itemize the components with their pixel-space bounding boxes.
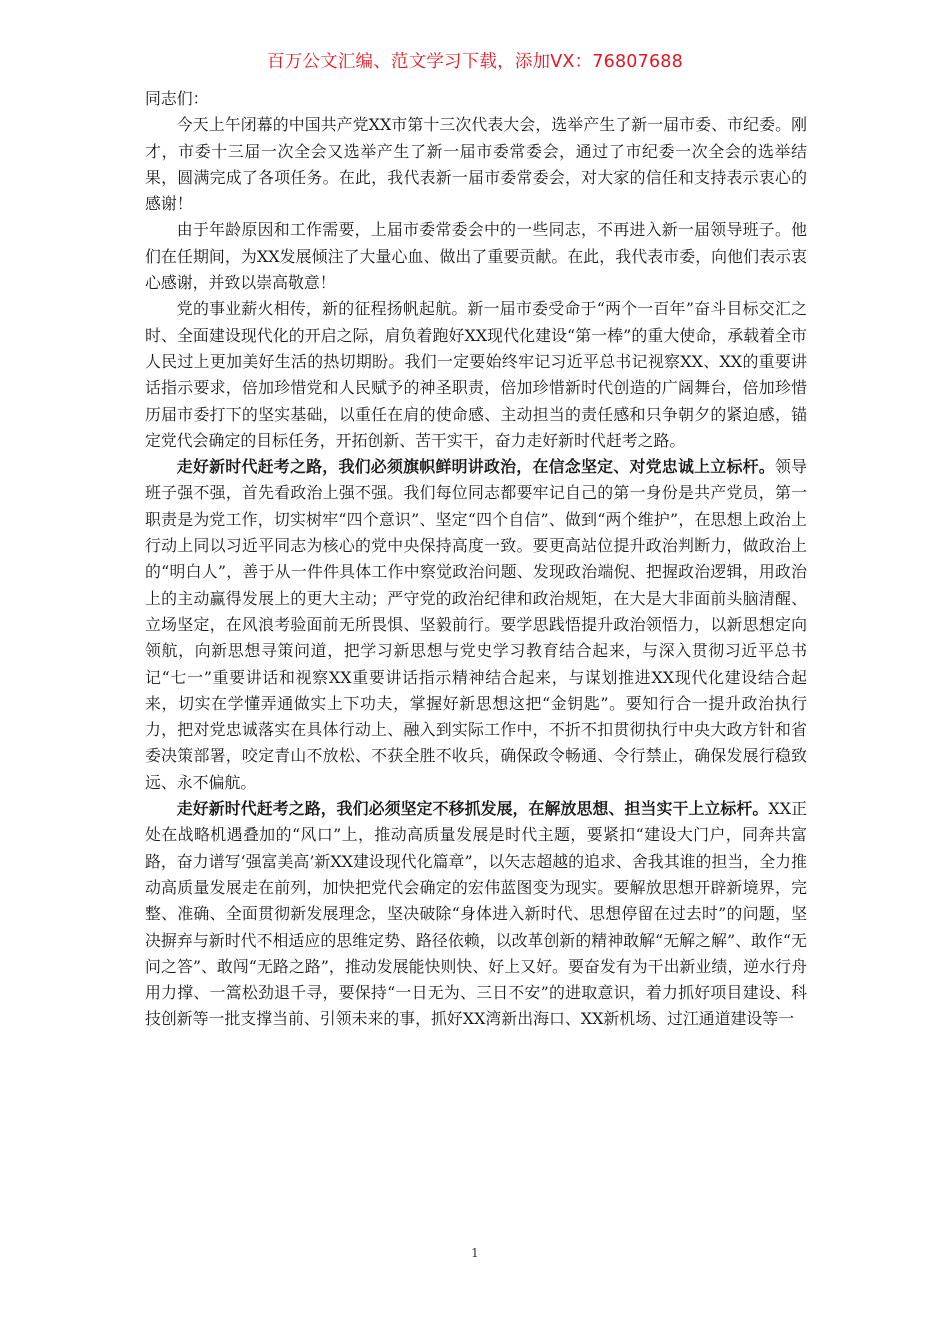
document-body <box>145 86 807 1033</box>
paragraph-text: 由于年龄原因和工作需要，上届市委常委会中的一些同志，不再进入新一届领导班子。他们在任期间，为XX发展倾注了大量心血、做出了重要贡献。在此，我代表市委，向他们表示衷心感谢，并致以崇高敬意！ <box>145 220 807 293</box>
paragraph-lead-heading: 走好新时代赶考之路，我们必须旗帜鲜明讲政治，在信念坚定、对党忠诚上立标杆。 <box>176 457 775 477</box>
paragraph-3 <box>145 296 807 454</box>
paragraph-text: 今天上午闭幕的中国共产党XX市第十三次代表大会，选举产生了新一届市委、市纪委。刚才，市委十三届一次全会又选举产生了新一届市委常委会，通过了市纪委一次全会的选举结果，圆满完成了各项任务。在此，我代表新一届市委常委会，对大家的信任和支持表示衷心的感谢！ <box>145 115 807 214</box>
page-number: 1 <box>471 1246 479 1260</box>
paragraph-text: XX正处在战略机遇叠加的“风口”上，推动高质量发展是时代主题，要紧扣“建设大门户，同奔共富路，奋力谱写‘强富美高’新XX建设现代化篇章”，以矢志超越的追求、舍我其谁的担当，全力推动高质量发展走在前列，加快把党代会确定的宏伟蓝图变为现实。要解放思想开辟新境界，完整、准确、全面贯彻新发展理念，坚决破除“身体进入新时代、思想停留在过去时”的问题，坚决摒弃与新时代不相适应的思维定势、路径依赖，以改革创新的精神敢解“无解之解”、敢作“无问之答”、敢闯“无路之路”，推动发展能快则快、好上又好。要奋发有为干出新业绩，逆水行舟用力撑、一篙松劲退千寻，要保持“一日无为、三日不安”的进取意识，着力抓好项目建设、科技创新等一批支撑当前、引领未来的事，抓好XX湾新出海口、XX新机场、过江通道建设等一 <box>145 799 807 1029</box>
paragraph-4 <box>145 454 807 796</box>
paragraph-5 <box>145 796 807 1033</box>
paragraph-lead-heading: 走好新时代赶考之路，我们必须坚定不移抓发展，在解放思想、担当实干上立标杆。 <box>176 799 769 819</box>
paragraph-text: 领导班子强不强，首先看政治上强不强。我们每位同志都要牢记自己的第一身份是共产党员，第一职责是为党工作，切实树牢“四个意识”、坚定“四个自信”、做到“两个维护”，在思想上政治上行动上同以习近平同志为核心的党中央保持高度一致。要更高站位提升政治判断力，做政治上的“明白人”，善于从一件件具体工作中察觉政治问题、发现政治端倪、把握政治逻辑，用政治上的主动赢得发展上的更大主动；严守党的政治纪律和政治规矩，在大是大非面前头脑清醒、立场坚定，在风浪考验面前无所畏惧、坚毅前行。要学思践悟提升政治领悟力，以新思想定向领航，向新思想寻策问道，把学习新思想与党史学习教育结合起来，与深入贯彻习近平总书记“七一”重要讲话和视察XX重要讲话指示精神结合起来，与谋划推进XX现代化建设结合起来，切实在学懂弄通做实上下功夫，掌握好新思想这把“金钥匙”。要知行合一提升政治执行力，把对党忠诚落实在具体行动上、融入到实际工作中，不折不扣贯彻执行中央大政方针和省委决策部署，咬定青山不放松、不获全胜不收兵，确保政令畅通、令行禁止，确保发展行稳致远、永不偏航。 <box>145 457 808 792</box>
header-banner: 百万公文汇编、范文学习下载，添加VX：76807688 <box>267 52 683 72</box>
paragraph-2 <box>145 217 807 296</box>
greeting: 同志们： <box>145 89 209 108</box>
paragraph-text: 党的事业薪火相传，新的征程扬帆起航。新一届市委受命于“两个一百年”奋斗目标交汇之时、全面建设现代化的开启之际，肩负着跑好XX现代化建设“第一棒”的重大使命，承载着全市人民过上更加美好生活的热切期盼。我们一定要始终牢记习近平总书记视察XX、XX的重要讲话指示要求，倍加珍惜党和人民赋予的神圣职责，倍加珍惜新时代创造的广阔舞台，倍加珍惜历届市委打下的坚实基础，以重任在肩的使命感、主动担当的责任感和只争朝夕的紧迫感，锚定党代会确定的目标任务，开拓创新、苦干实干，奋力走好新时代赶考之路。 <box>145 299 807 450</box>
paragraph-1 <box>145 112 807 217</box>
